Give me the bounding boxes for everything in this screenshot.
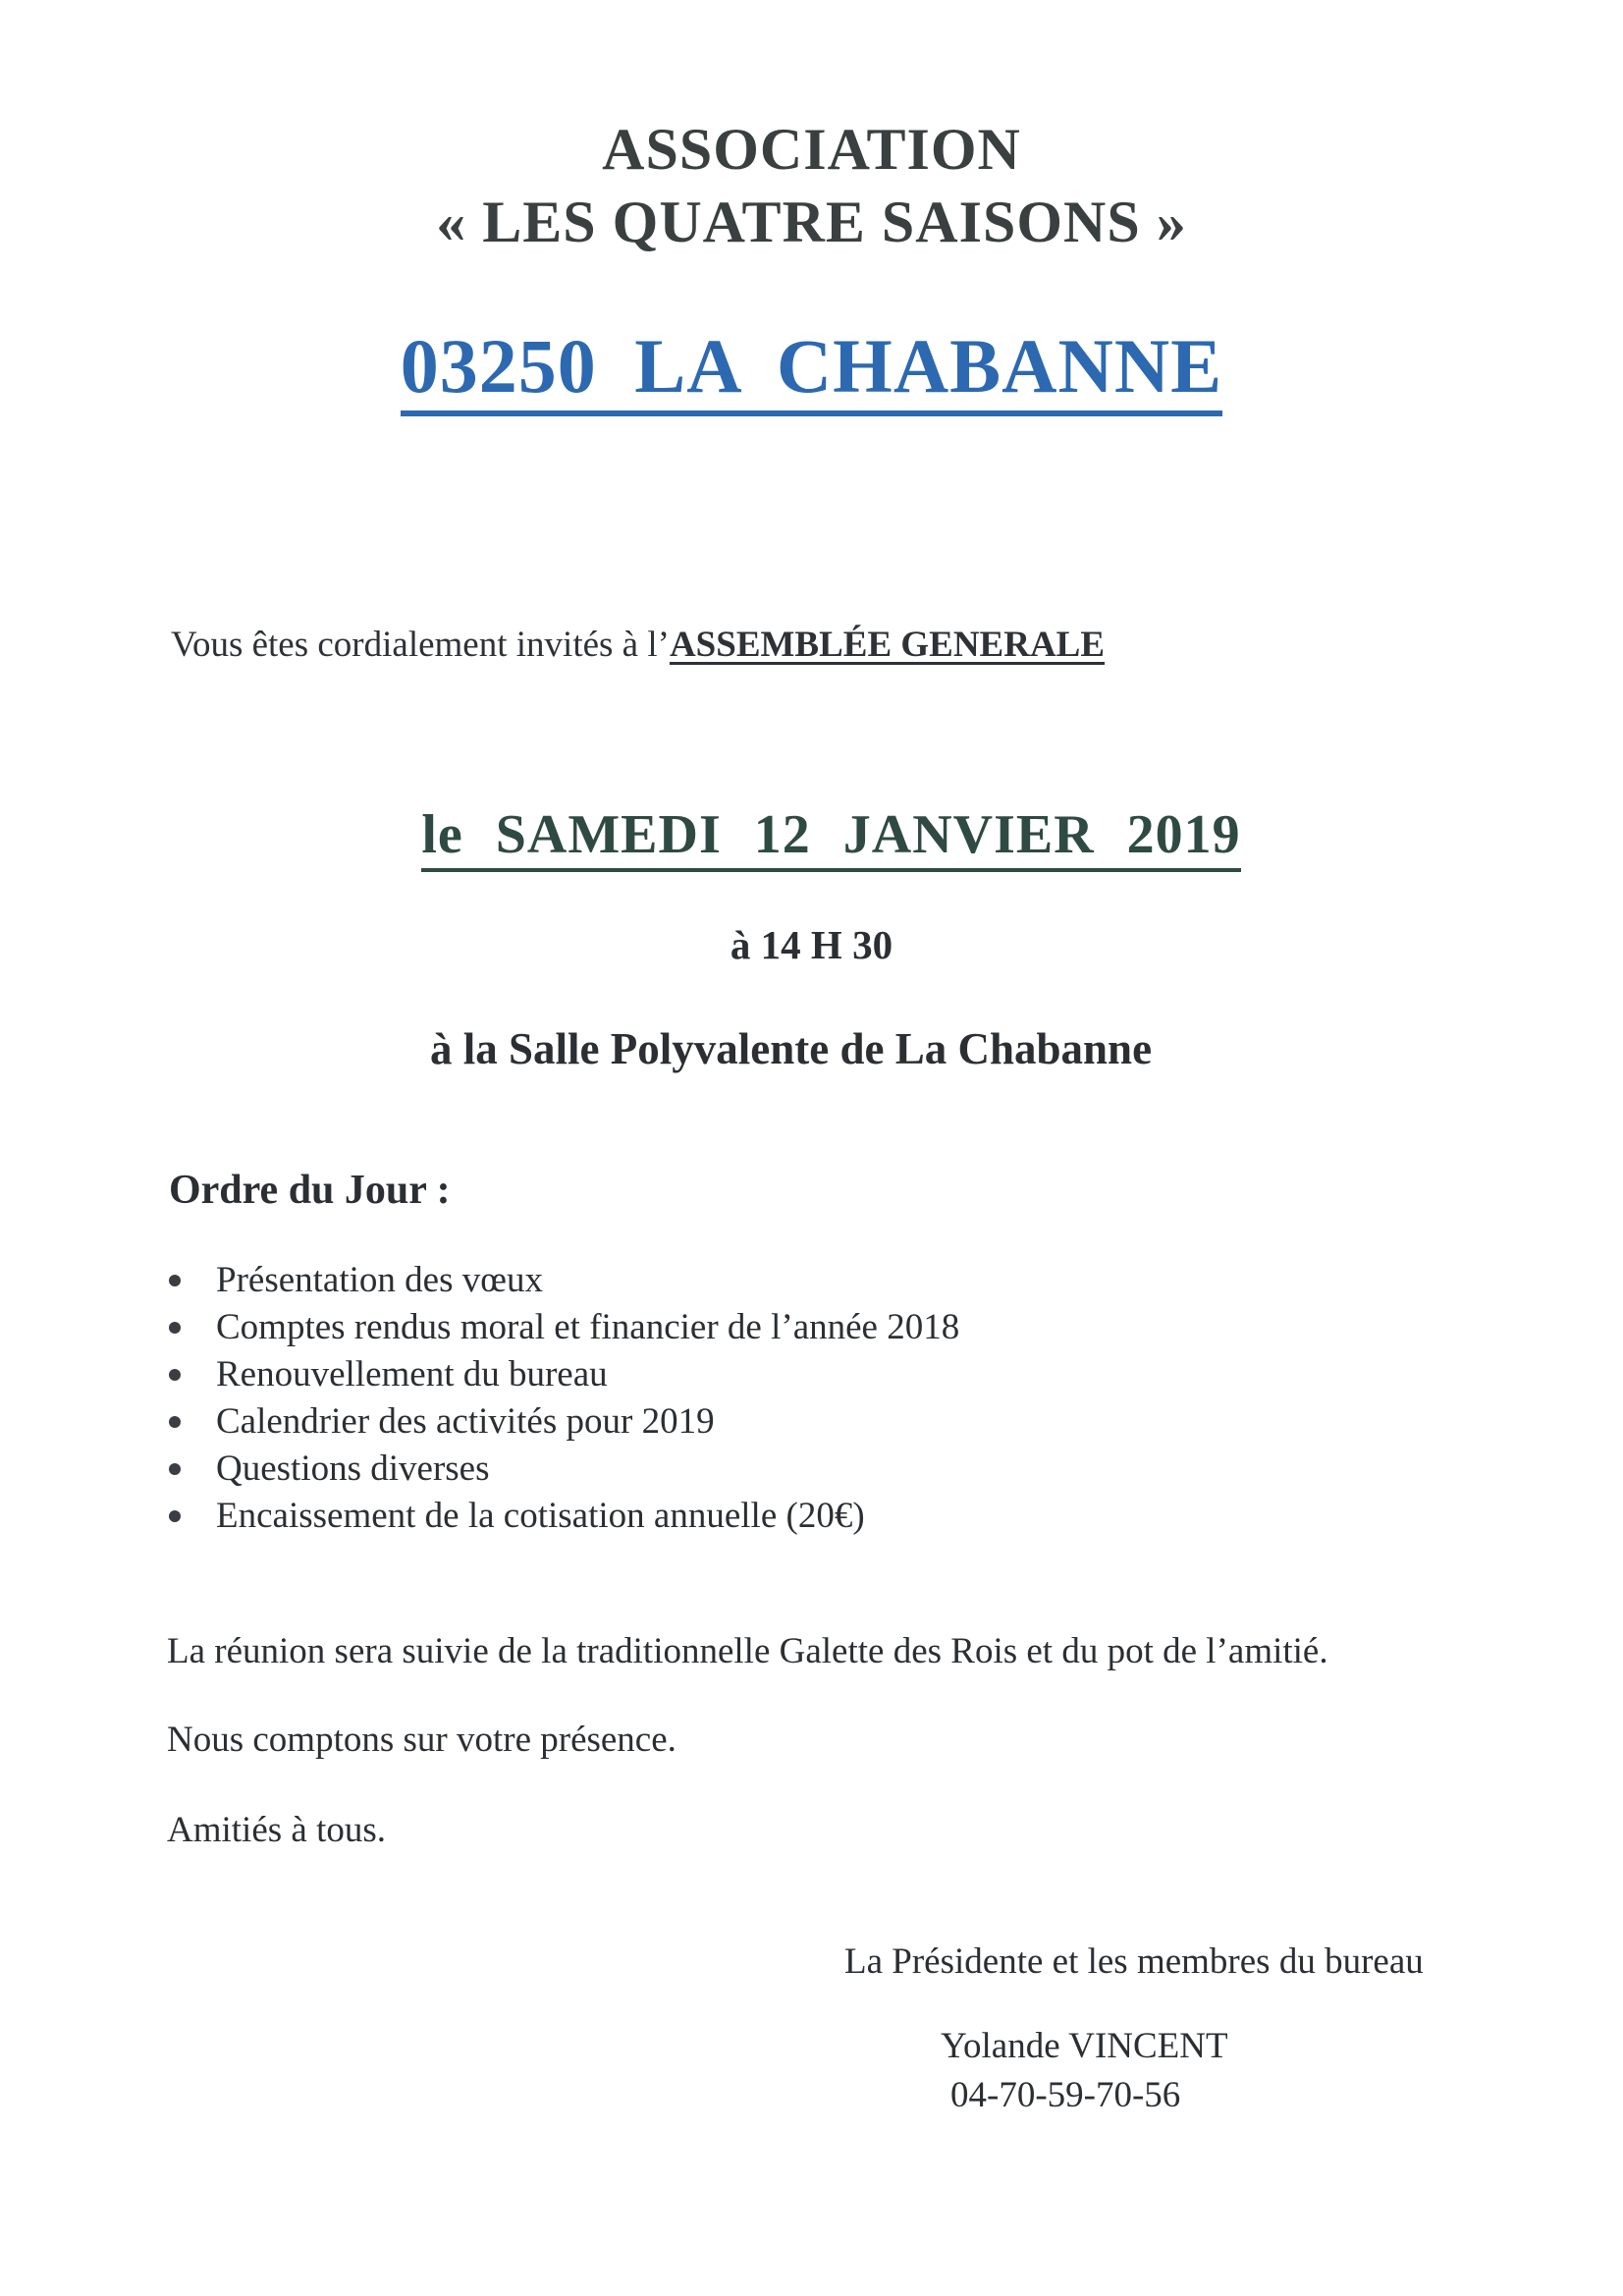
agenda-item <box>169 1351 959 1398</box>
agenda-item <box>169 1304 959 1351</box>
event-date-text: le SAMEDI 12 JANVIER 2019 <box>421 803 1240 872</box>
agenda-item <box>169 1257 959 1304</box>
agenda-item <box>169 1493 959 1540</box>
invitation-prefix: Vous êtes cordialement invités à l’ <box>171 625 670 665</box>
association-label: ASSOCIATION <box>602 117 1021 182</box>
invitation-line <box>171 624 1105 666</box>
agenda-item-text: Comptes rendus moral et financier de l’année 2018 <box>216 1307 960 1347</box>
bullet-icon <box>169 1510 181 1522</box>
association-name: « LES QUATRE SAISONS » <box>436 190 1187 254</box>
agenda-item <box>169 1398 959 1446</box>
city-heading-text: 03250 LA CHABANNE <box>401 323 1222 416</box>
closing-presence: Nous comptons sur votre présence. <box>167 1720 676 1760</box>
signature-from: La Présidente et les membres du bureau <box>844 1941 1424 1982</box>
agenda-item-text: Calendrier des activités pour 2019 <box>216 1401 715 1442</box>
closing-greeting: Amitiés à tous. <box>167 1810 387 1850</box>
event-date <box>0 803 1623 872</box>
city-heading <box>0 322 1623 410</box>
bullet-icon <box>169 1322 181 1334</box>
agenda-title: Ordre du Jour : <box>169 1168 451 1213</box>
invitation-event: ASSEMBLÉE GENERALE <box>669 625 1106 665</box>
agenda-item-text: Encaissement de la cotisation annuelle (20€) <box>216 1496 865 1536</box>
bullet-icon <box>169 1275 181 1286</box>
bullet-icon <box>169 1463 181 1475</box>
agenda-item-text: Renouvellement du bureau <box>216 1354 608 1394</box>
closing-reception: La réunion sera suivie de la traditionnelle Galette des Rois et du pot de l’amitié. <box>167 1631 1328 1671</box>
agenda-item-text: Présentation des vœux <box>216 1260 543 1300</box>
agenda-item <box>169 1446 959 1493</box>
signature-phone: 04-70-59-70-56 <box>950 2075 1181 2115</box>
event-time: à 14 H 30 <box>730 922 893 967</box>
event-place: à la Salle Polyvalente de La Chabanne <box>430 1024 1153 1073</box>
agenda-item-text: Questions diverses <box>216 1449 490 1489</box>
bullet-icon <box>169 1369 181 1381</box>
signature-name: Yolande VINCENT <box>941 2026 1228 2066</box>
bullet-icon <box>169 1416 181 1428</box>
agenda-list <box>169 1257 959 1540</box>
